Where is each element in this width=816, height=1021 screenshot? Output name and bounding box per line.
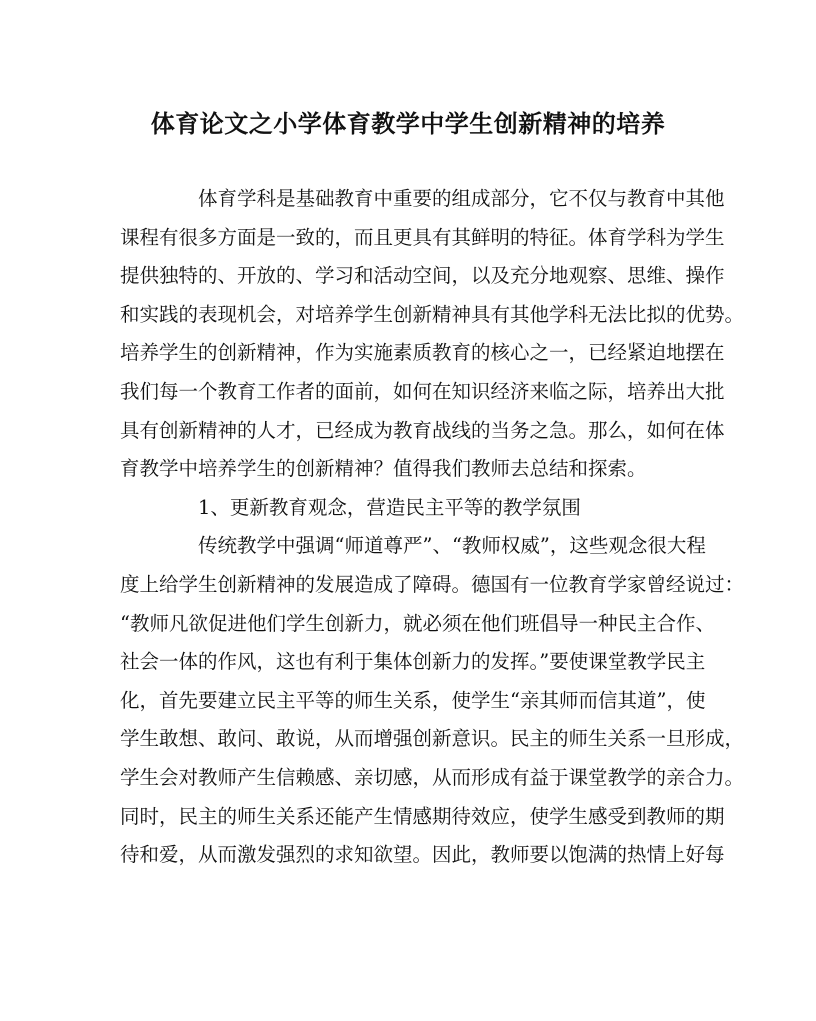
paragraph-line: 社会一体的作风，这也有利于集体创新力的发挥。”要使课堂教学民主 — [120, 650, 706, 674]
paragraph-line: 育教学中培养学生的创新精神？值得我们教师去总结和探索。 — [120, 457, 647, 481]
paragraph-line: 同时，民主的师生关系还能产生情感期待效应，使学生感受到教师的期 — [120, 804, 725, 828]
paragraph-line: 化，首先要建立民主平等的师生关系，使学生“亲其师而信其道”，使 — [120, 688, 706, 712]
document-title: 体育论文之小学体育教学中学生创新精神的培养 — [150, 109, 666, 138]
paragraph-line: “教师凡欲促进他们学生创新力，就必须在他们班倡导一种民主合作、 — [120, 611, 715, 635]
paragraph-line: 学生敢想、敢问、敢说，从而增强创新意识。民主的师生关系一旦形成， — [120, 727, 745, 751]
paragraph-line: 具有创新精神的人才，已经成为教育战线的当务之急。那么，如何在体 — [120, 418, 725, 442]
paragraph-line: 传统教学中强调“师道尊严”、“教师权威”，这些观念很大程 — [198, 534, 706, 558]
section-heading: 1、更新教育观念，营造民主平等的教学氛围 — [198, 495, 581, 519]
paragraph-line: 学生会对教师产生信赖感、亲切感，从而形成有益于课堂教学的亲合力。 — [120, 765, 745, 789]
paragraph-line: 培养学生的创新精神，作为实施素质教育的核心之一，已经紧迫地摆在 — [120, 341, 725, 365]
paragraph-line: 我们每一个教育工作者的面前，如何在知识经济来临之际，培养出大批 — [120, 379, 725, 403]
paragraph-line: 体育学科是基础教育中重要的组成部分，它不仅与教育中其他 — [198, 187, 725, 210]
paragraph-line: 度上给学生创新精神的发展造成了障碍。德国有一位教育学家曾经说过： — [120, 572, 745, 596]
paragraph-line: 待和爱，从而激发强烈的求知欲望。因此，教师要以饱满的热情上好每 — [120, 843, 725, 867]
paragraph-line: 提供独特的、开放的、学习和活动空间，以及充分地观察、思维、操作 — [120, 264, 725, 288]
paragraph-line: 课程有很多方面是一致的，而且更具有其鲜明的特征。体育学科为学生 — [120, 225, 725, 249]
document-body — [120, 180, 745, 875]
paragraph-line: 和实践的表现机会，对培养学生创新精神具有其他学科无法比拟的优势。 — [120, 302, 745, 326]
